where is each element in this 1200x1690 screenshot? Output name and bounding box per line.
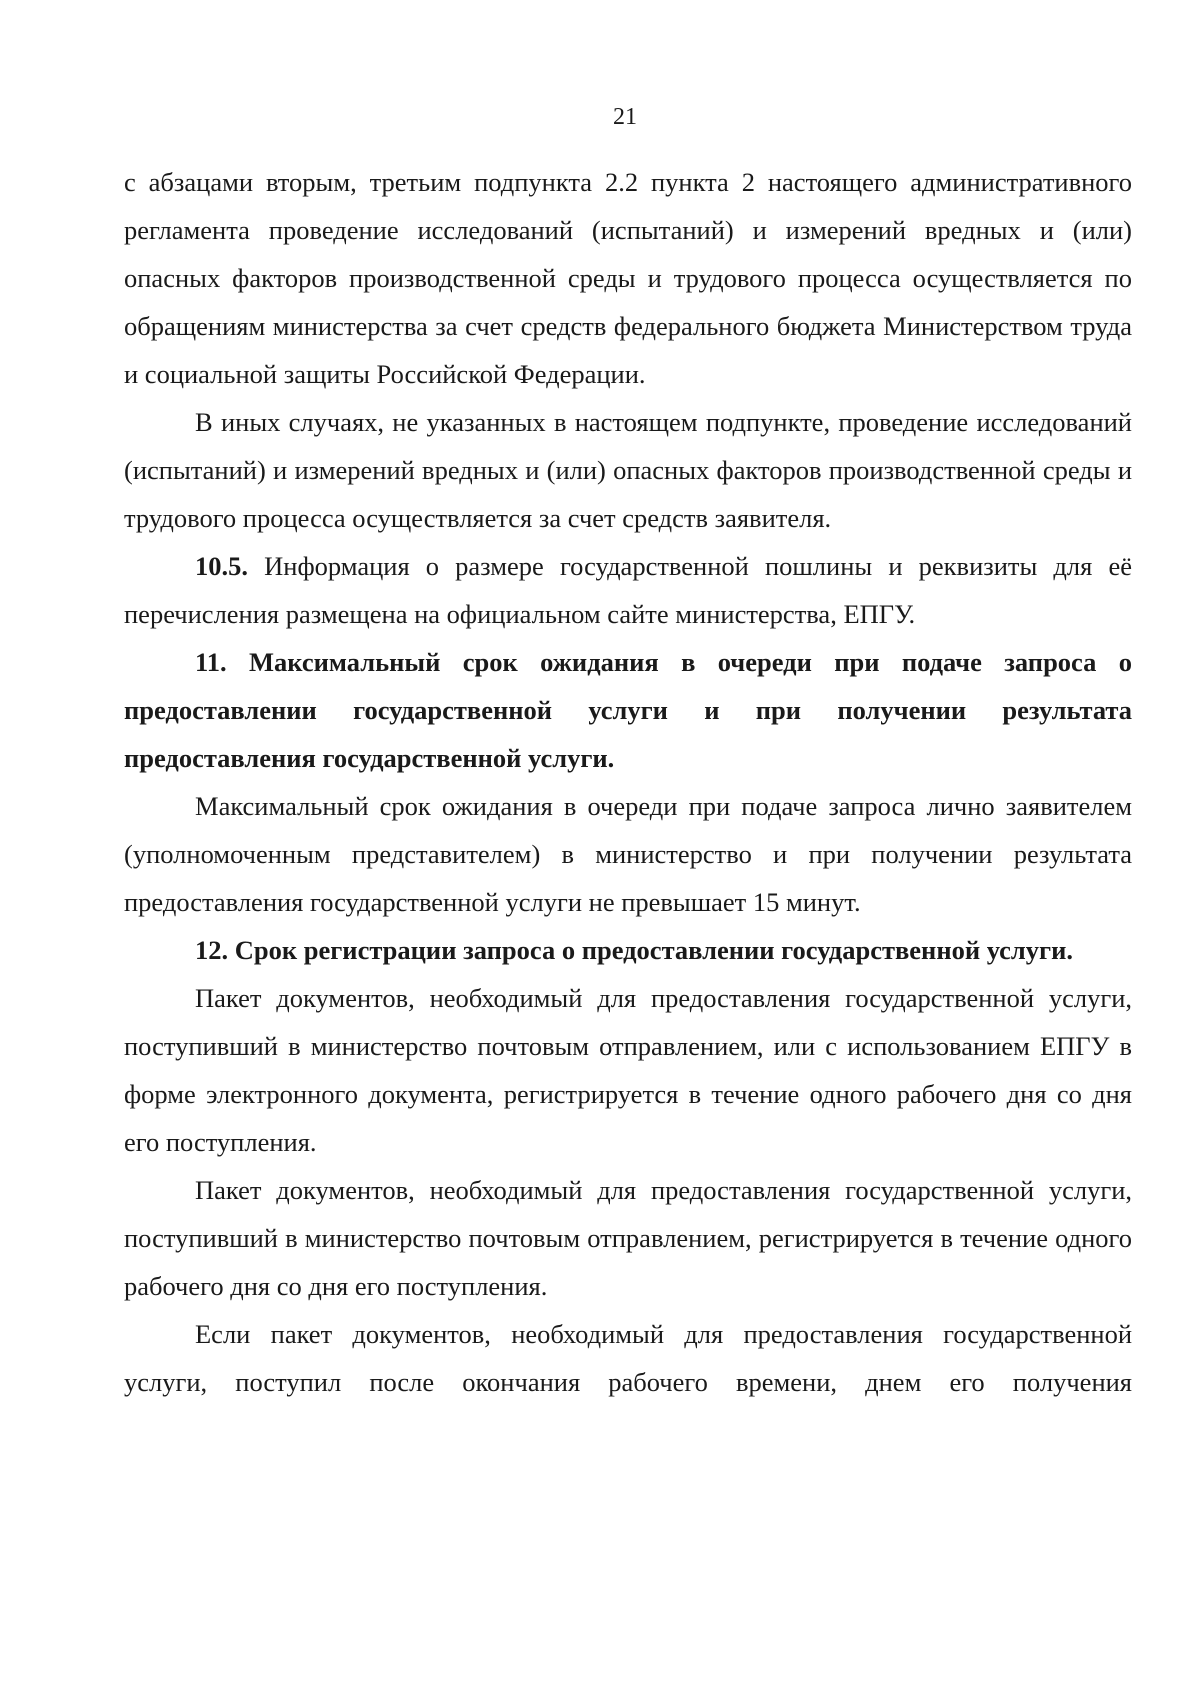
paragraph: Если пакет документов, необходимый для предоставления государственной услуги, поступил после окончания рабочего времени, днем его получения xyxy=(124,1319,1132,1397)
page-number: 21 xyxy=(613,104,637,130)
paragraph: Пакет документов, необходимый для предоставления государственной услуги, поступивший в министерство почтовым отправлением, или с использованием ЕПГУ в форме электронного документа, регистрируется в течение одного рабочего дня со дня его поступления. xyxy=(124,983,1132,1157)
paragraph-10-5 xyxy=(124,542,1132,638)
clause-number: 10.5. xyxy=(195,551,248,581)
document-body xyxy=(124,158,1132,1406)
paragraph: Пакет документов, необходимый для предоставления государственной услуги, поступивший в министерство почтовым отправлением, регистрируется в течение одного рабочего дня со дня его поступления. xyxy=(124,1175,1132,1301)
section-heading-12: 12. Срок регистрации запроса о предоставлении государственной услуги. xyxy=(195,935,1073,965)
paragraph-text: Информация о размере государственной пошлины и реквизиты для её перечисления размещена на официальном сайте министерства, ЕПГУ. xyxy=(124,551,1132,629)
section-heading-11: 11. Максимальный срок ожидания в очереди при подаче запроса о предоставлении государственной услуги и при получении результата предоставления государственной услуги. xyxy=(124,647,1132,773)
paragraph: Максимальный срок ожидания в очереди при подаче запроса лично заявителем (уполномоченным представителем) в министерство и при получении результата предоставления государственной услуги не превышает 15 минут. xyxy=(124,791,1132,917)
paragraph: В иных случаях, не указанных в настоящем подпункте, проведение исследований (испытаний) и измерений вредных и (или) опасных факторов производственной среды и трудового процесса осуществляется за счет средств заявителя. xyxy=(124,407,1132,533)
paragraph: с абзацами вторым, третьим подпункта 2.2 пункта 2 настоящего административного регламента проведение исследований (испытаний) и измерений вредных и (или) опасных факторов производственной среды и трудового процесса осуществляется по обращениям министерства за счет средств федерального бюджета Министерством труда и социальной защиты Российской Федерации. xyxy=(124,167,1132,389)
